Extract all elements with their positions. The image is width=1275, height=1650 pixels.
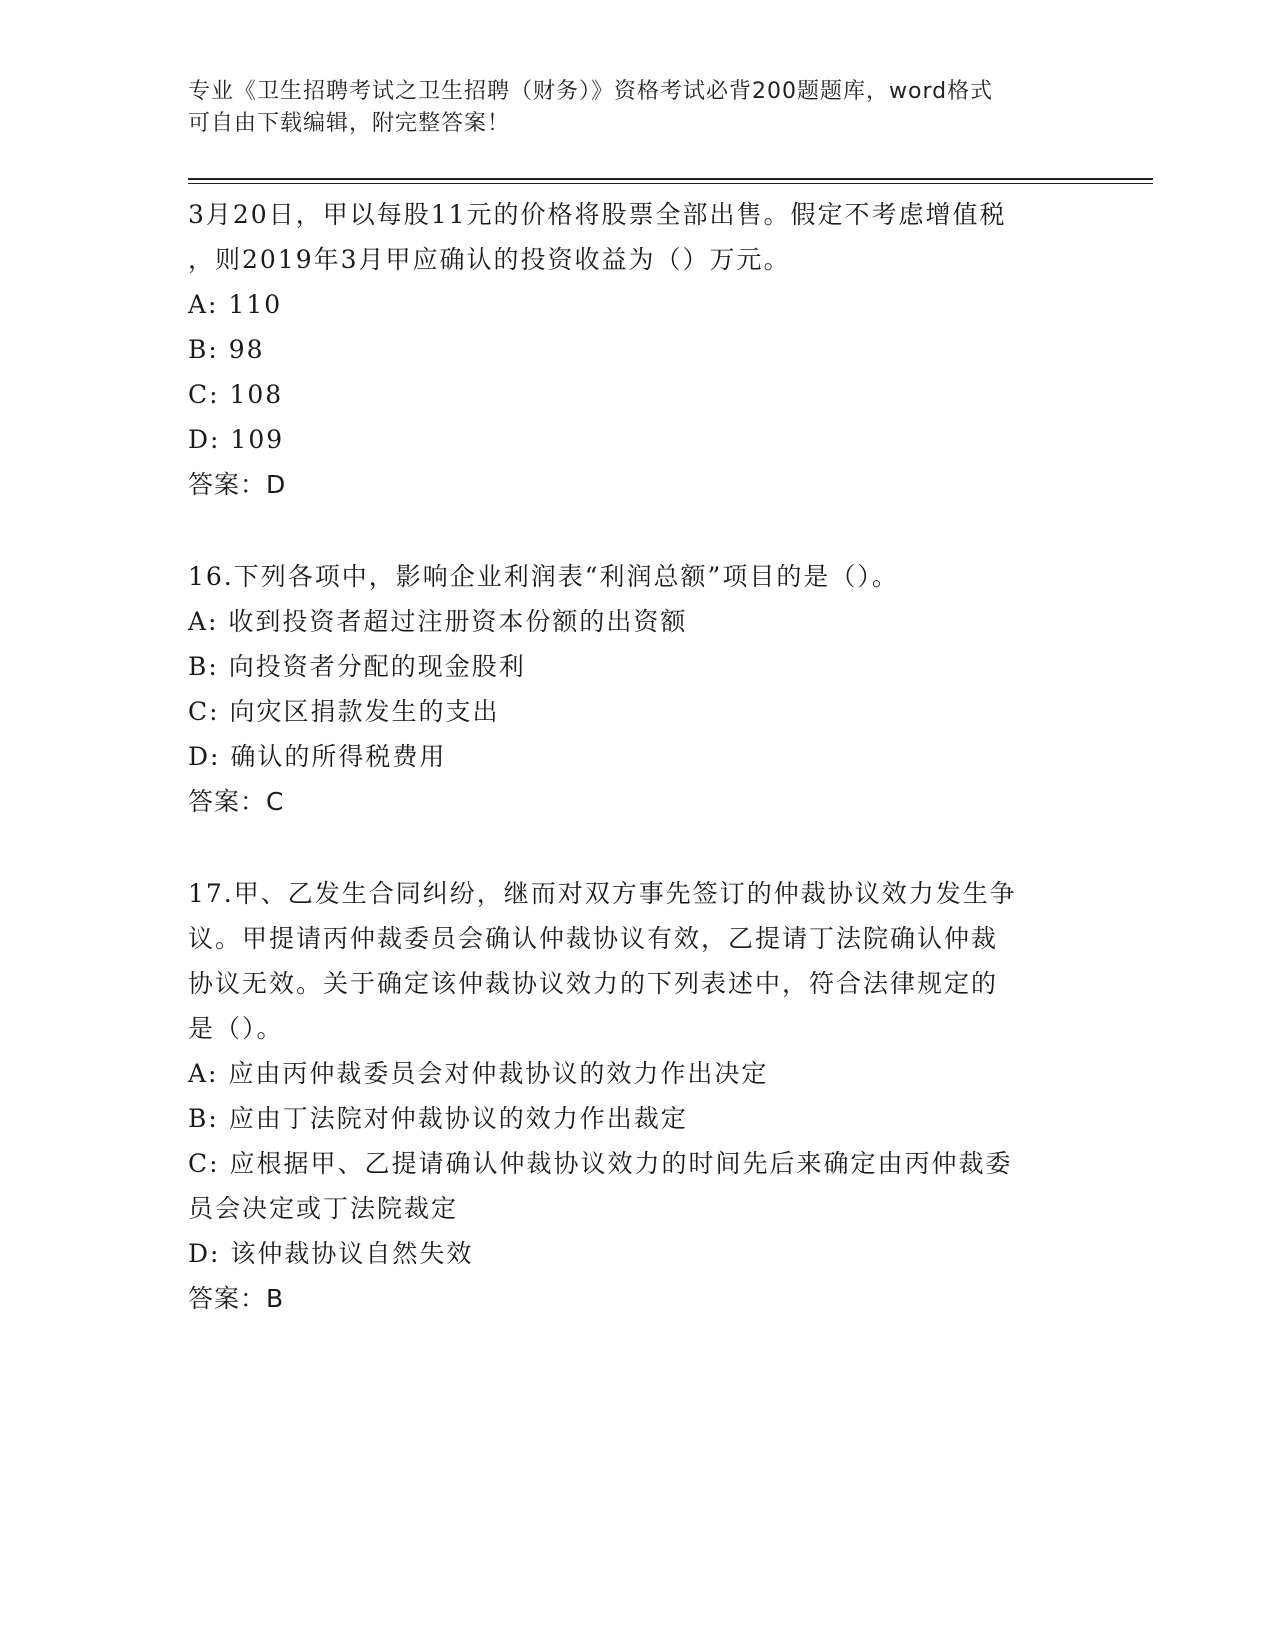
answer-line: 答案：B xyxy=(188,1284,285,1313)
option-d: D: 确认的所得税费用 xyxy=(188,742,447,771)
question-stem-line: 17.甲、乙发生合同纠纷，继而对双方事先签订的仲裁协议效力发生争 xyxy=(188,879,1017,908)
question-stem-line: ，则2019年3月甲应确认的投资收益为（）万元。 xyxy=(188,245,791,274)
option-c-continuation: 员会决定或丁法院裁定 xyxy=(188,1194,459,1223)
question-stem-line: 议。甲提请丙仲裁委员会确认仲裁协议有效，乙提请丁法院确认仲裁 xyxy=(188,924,999,953)
option-a: A: 应由丙仲裁委员会对仲裁协议的效力作出决定 xyxy=(188,1059,769,1088)
header-title-line1: 专业《卫生招聘考试之卫生招聘（财务）》资格考试必背200题题库，word格式 xyxy=(188,79,994,104)
answer-line: 答案：C xyxy=(188,787,285,816)
option-b: B: 应由丁法院对仲裁协议的效力作出裁定 xyxy=(188,1104,688,1133)
question-content xyxy=(188,192,1088,1321)
option-c: C: 108 xyxy=(188,380,284,409)
option-b: B: 向投资者分配的现金股利 xyxy=(188,652,526,681)
option-c: C: 应根据甲、乙提请确认仲裁协议效力的时间先后来确定由丙仲裁委 xyxy=(188,1149,1013,1178)
question-stem-line: 3月20日，甲以每股11元的价格将股票全部出售。假定不考虑增值税 xyxy=(188,200,1007,229)
option-a: A: 110 xyxy=(188,290,283,319)
option-a: A: 收到投资者超过注册资本份额的出资额 xyxy=(188,607,688,636)
question-stem-line: 16.下列各项中，影响企业利润表“利润总额”项目的是（）。 xyxy=(188,562,899,591)
option-b: B: 98 xyxy=(188,335,265,364)
option-c: C: 向灾区捐款发生的支出 xyxy=(188,697,500,726)
question-spacer xyxy=(188,507,1088,554)
question-17 xyxy=(188,871,1088,1321)
answer-line: 答案：D xyxy=(188,470,287,499)
header-title-line2: 可自由下载编辑，附完整答案！ xyxy=(188,111,511,136)
option-d: D: 109 xyxy=(188,425,285,454)
question-stem-line: 是（）。 xyxy=(188,1014,284,1043)
header-divider-thick xyxy=(188,178,1153,180)
question-16 xyxy=(188,554,1088,824)
question-15 xyxy=(188,192,1088,507)
option-d: D: 该仲裁协议自然失效 xyxy=(188,1239,474,1268)
question-stem-line: 协议无效。关于确定该仲裁协议效力的下列表述中，符合法律规定的 xyxy=(188,969,999,998)
header-divider-thin xyxy=(188,183,1153,184)
question-spacer xyxy=(188,824,1088,871)
document-header xyxy=(188,76,1068,140)
